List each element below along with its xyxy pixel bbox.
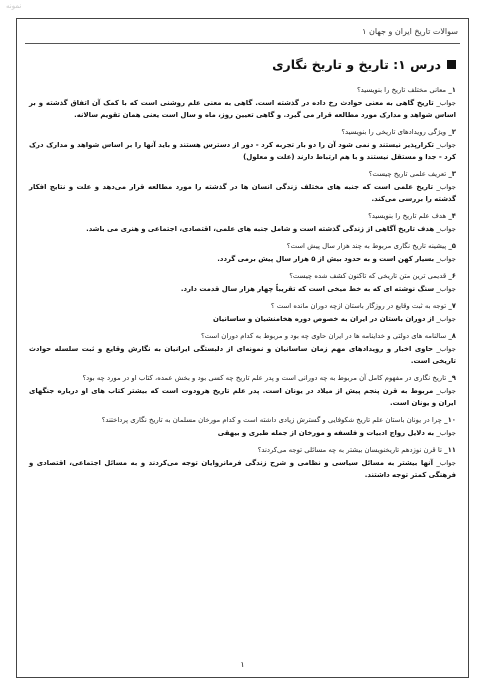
- question-number: ۹_: [448, 374, 456, 382]
- question: [29, 301, 456, 312]
- page-number: ۱: [240, 660, 245, 669]
- answer: [29, 223, 456, 235]
- answer-label: جواب_: [436, 429, 456, 437]
- answer: [29, 181, 456, 205]
- qa-item: [29, 127, 456, 163]
- answer-label: جواب_: [436, 387, 456, 395]
- question: [29, 241, 456, 252]
- answer-label: جواب_: [436, 315, 456, 323]
- answer-text: آنها بیشتر به مسائل سیاسی و نظامی و شرح زندگی فرمانروایان توجه می‌کردند و به مسائل اجتماعی، اقتصادی و فرهنگی کمتر توجه داشتند.: [29, 459, 456, 479]
- answer: [29, 97, 456, 121]
- qa-item: [29, 445, 456, 481]
- answer: [29, 313, 456, 325]
- answer-text: تاریخ گاهی به معنی حوادث رخ داده در گذشته است. گاهی به معنی علم روشنی است که با کمک آن اتفاق گذشته و بر اساس شواهد و مدارک مورد مطالعه قرار می گیرد. و گاهی تعیین روز، ماه و سال است یعنی همان تقویم سالانه.: [29, 99, 456, 119]
- square-bullet-icon: [447, 60, 456, 69]
- question-number: ۵_: [448, 242, 456, 250]
- answer: [29, 385, 456, 409]
- question: [29, 211, 456, 222]
- qa-item: [29, 301, 456, 325]
- question-number: ۸_: [448, 332, 456, 340]
- question-number: ۱۰_: [444, 416, 456, 424]
- question-number: ۲_: [448, 128, 456, 136]
- answer-text: تکرارپذیر نیستند و نمی شود آن را دو بار تجربه کرد - دور از دسترس هستند و باید آنها را بر اساس شواهد و مدارک درک کرد - جدا و مستقل نیستند و با هم ارتباط دارند (علت و معلول): [29, 141, 456, 161]
- qa-item: [29, 85, 456, 121]
- answer-label: جواب_: [436, 225, 456, 233]
- answer: [29, 139, 456, 163]
- lesson-title: [272, 57, 456, 72]
- answer-text: تاریخ علمی است که جنبه های مختلف زندگی انسان ها در گذشته را مورد مطالعه قرار می‌دهد و علت و نتایج افکار گذشته را بررسی می‌کند.: [29, 183, 456, 203]
- answer-text: بسیار کهن است و به حدود بیش از ۵ هزار سال پیش برمی گردد.: [217, 255, 435, 263]
- answer-text: به دلایل رواج ادبیات و فلسفه و مورخان از جمله طبری و بیهقی: [217, 429, 435, 437]
- question-number: ۶_: [448, 272, 456, 280]
- question-text: چرا در یونان باستان علم تاریخ شکوفایی و گسترش زیادی داشته است و کدام مورخان مسلمان به تاریخ نگاری پرداختند؟: [101, 416, 442, 424]
- answer: [29, 343, 456, 367]
- answer-text: از دوران باستان در ایران به خصوص دوره هخامنشیان و ساسانیان: [213, 315, 435, 323]
- answer: [29, 457, 456, 481]
- question: [29, 415, 456, 426]
- answer-label: جواب_: [436, 183, 456, 191]
- qa-item: [29, 415, 456, 439]
- question-number: ۱۱_: [444, 446, 456, 454]
- qa-list: [29, 85, 456, 487]
- lesson-title-text: درس ۱: تاریخ و تاریخ نگاری: [272, 57, 441, 72]
- question: [29, 373, 456, 384]
- question-text: تاریخ نگاری در مفهوم کامل آن مربوط به چه دورانی است و پدر علم تاریخ چه کسی بود و بخش عمده، کتاب او در مورد چه بود؟: [82, 374, 447, 382]
- answer-text: حاوی اخبار و رویدادهای مهم زمان ساسانیان و نمونه‌ای از دلبستگی ایرانیان به نگارش وقایع و ثبت سلسله حوادث تاریخی است.: [29, 345, 456, 365]
- qa-item: [29, 169, 456, 205]
- question-text: معانی مختلف تاریخ را بنویسید؟: [357, 86, 447, 94]
- answer: [29, 427, 456, 439]
- answer: [29, 283, 456, 295]
- answer-text: سنگ نوشته ای که به خط میخی است که تقریباً چهار هزار سال قدمت دارد.: [180, 285, 435, 293]
- question: [29, 331, 456, 342]
- header-divider: [25, 43, 460, 44]
- answer-label: جواب_: [436, 99, 456, 107]
- answer-text: هدف تاریخ آگاهی از زندگی گذشته است و شامل جنبه های علمی، اقتصادی، اجتماعی و هنری می باشد.: [86, 225, 435, 233]
- question-number: ۷_: [448, 302, 456, 310]
- corner-watermark: نمونه: [6, 2, 22, 10]
- question-text: پیشینه تاریخ نگاری مربوط به چند هزار سال پیش است؟: [286, 242, 447, 250]
- qa-item: [29, 241, 456, 265]
- answer-label: جواب_: [436, 285, 456, 293]
- answer-label: جواب_: [436, 141, 456, 149]
- question: [29, 271, 456, 282]
- page-header: سوالات تاریخ ایران و جهان ۱: [362, 27, 458, 36]
- qa-item: [29, 211, 456, 235]
- answer-label: جواب_: [436, 255, 456, 263]
- question-text: سالنامه های دولتی و خداینامه ها در ایران حاوی چه بود و مربوط به کدام دوران است؟: [201, 332, 447, 340]
- answer: [29, 253, 456, 265]
- qa-item: [29, 271, 456, 295]
- question-text: تا قرن نوزدهم تاریخنویسان بیشتر به چه مسائلی توجه می‌کردند؟: [257, 446, 442, 454]
- question-number: ۳_: [448, 170, 456, 178]
- document-page: [16, 18, 469, 678]
- answer-label: جواب_: [436, 345, 456, 353]
- qa-item: [29, 331, 456, 367]
- question: [29, 127, 456, 138]
- answer-text: مربوط به قرن پنجم پیش از میلاد در یونان است. پدر علم تاریخ هرودوت است که بیشتر کتاب های او درباره جنگهای ایران و یونان است.: [29, 387, 456, 407]
- question-text: هدف علم تاریخ را بنویسید؟: [368, 212, 447, 220]
- question-text: توجه به ثبت وقایع در روزگار باستان ازچه دوران مانده است ؟: [270, 302, 447, 310]
- question: [29, 85, 456, 96]
- question-text: ویژگی رویدادهای تاریخی را بنویسید؟: [341, 128, 447, 136]
- question: [29, 169, 456, 180]
- question-number: ۴_: [448, 212, 456, 220]
- question-text: تعریف علمی تاریخ چیست؟: [368, 170, 447, 178]
- question-number: ۱_: [448, 86, 456, 94]
- question-text: قدیمی ترین متن تاریخی که تاکنون کشف شده چیست؟: [289, 272, 447, 280]
- answer-label: جواب_: [436, 459, 456, 467]
- question: [29, 445, 456, 456]
- qa-item: [29, 373, 456, 409]
